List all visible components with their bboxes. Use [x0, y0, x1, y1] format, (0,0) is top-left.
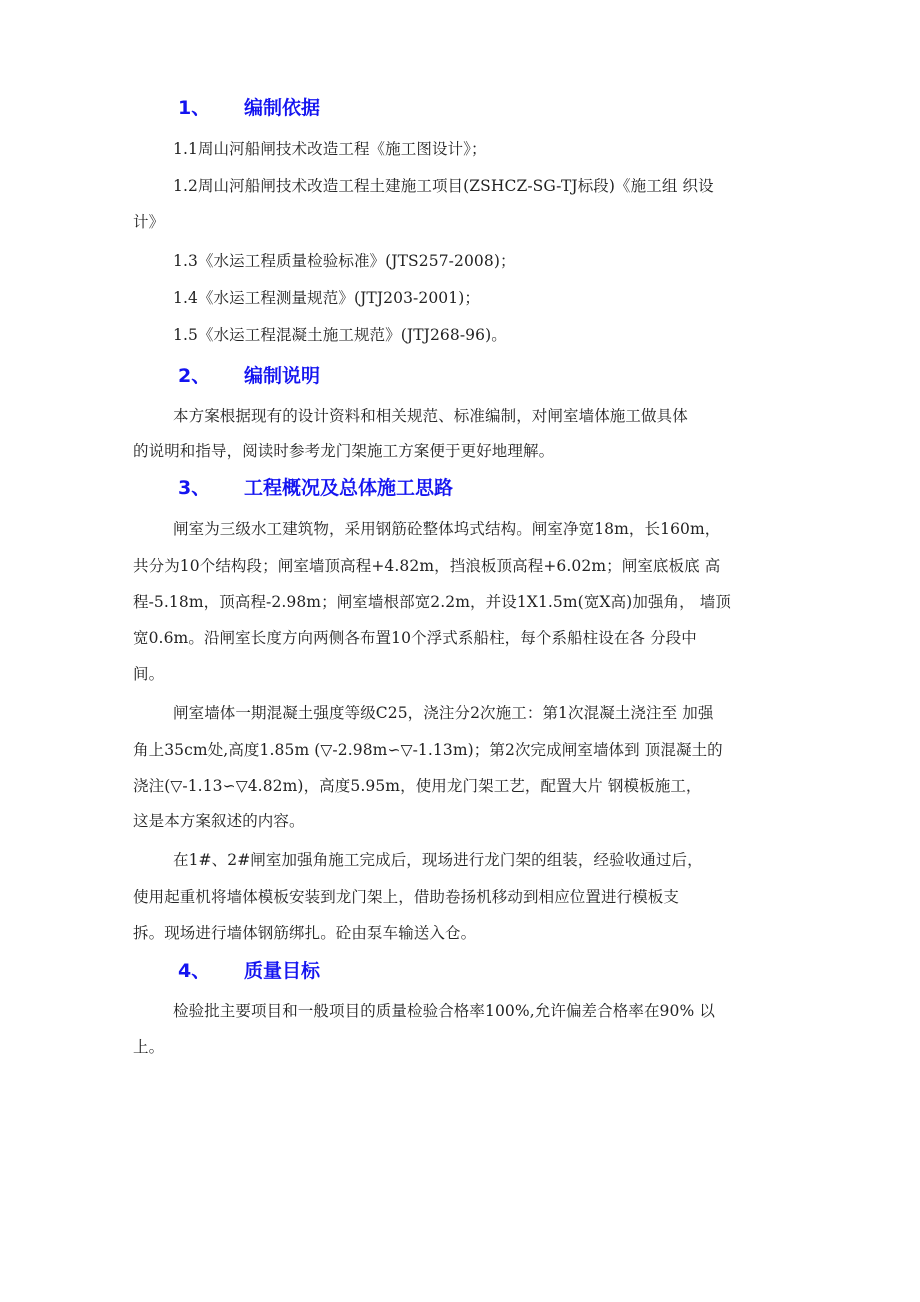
paragraph-line: 共分为10个结构段；闸室墙顶高程+4.82m，挡浪板顶高程+6.02m；闸室底板底 高 [133, 557, 721, 575]
paragraph-line: 1.4《水运工程测量规范》(JTJ203-2001)； [173, 289, 480, 307]
paragraph-line: 程-5.18m，顶高程-2.98m；闸室墙根部宽2.2m，并设1X1.5m(宽X高)加强角， 墙顶 [133, 593, 731, 611]
paragraph-line: 这是本方案叙述的内容。 [133, 812, 305, 830]
paragraph-line: 本方案根据现有的设计资料和相关规范、标准编制，对闸室墙体施工做具体 [173, 407, 688, 425]
section-number: 3、 [178, 477, 211, 499]
paragraph-line: 在1#、2#闸室加强角施工完成后，现场进行龙门架的组装，经验收通过后， [173, 851, 703, 869]
paragraph-line: 上。 [133, 1038, 165, 1056]
paragraph-line: 检验批主要项目和一般项目的质量检验合格率100%,允许偏差合格率在90% 以 [173, 1002, 715, 1020]
section-title: 质量目标 [244, 960, 321, 982]
paragraph-line: 的说明和指导，阅读时参考龙门架施工方案便于更好地理解。 [133, 442, 555, 460]
section-title: 编制依据 [244, 97, 321, 119]
paragraph-line: 1.3《水运工程质量检验标准》(JTS257-2008)； [173, 252, 516, 270]
paragraph-line: 使用起重机将墙体模板安装到龙门架上，借助卷扬机移动到相应位置进行模板支 [133, 888, 680, 906]
section-3-heading [178, 476, 453, 500]
section-number: 1、 [178, 97, 211, 119]
section-number: 2、 [178, 365, 211, 387]
paragraph-line: 浇注(▽-1.13∽▽4.82m)，高度5.95m，使用龙门架工艺，配置大片 钢模板施工， [133, 777, 702, 795]
section-title: 编制说明 [244, 365, 321, 387]
section-1-heading [178, 96, 320, 120]
paragraph-line: 1.5《水运工程混凝土施工规范》(JTJ268-96)。 [173, 326, 507, 344]
paragraph-line: 角上35cm处,高度1.85m (▽-2.98m∽▽-1.13m)；第2次完成闸室墙体到 顶混凝土的 [133, 741, 723, 759]
paragraph-line: 1.1周山河船闸技术改造工程《施工图设计》； [173, 140, 487, 158]
paragraph-line: 闸室为三级水工建筑物，采用钢筋砼整体坞式结构。闸室净宽18m，长160m， [173, 520, 721, 538]
section-number: 4、 [178, 960, 211, 982]
section-4-heading [178, 959, 320, 983]
paragraph-line: 1.2周山河船闸技术改造工程土建施工项目(ZSHCZ-SG-TJ标段)《施工组 织设 [173, 177, 714, 195]
paragraph-line: 拆。现场进行墙体钢筋绑扎。砼由泵车输送入仓。 [133, 924, 477, 942]
section-title: 工程概况及总体施工思路 [244, 477, 454, 499]
paragraph-line: 计》 [133, 213, 165, 231]
section-2-heading [178, 364, 320, 388]
paragraph-line: 闸室墙体一期混凝土强度等级C25，浇注分2次施工：第1次混凝土浇注至 加强 [173, 704, 714, 722]
paragraph-line: 宽0.6m。沿闸室长度方向两侧各布置10个浮式系船柱，每个系船柱设在各 分段中 [133, 629, 697, 647]
paragraph-line: 间。 [133, 665, 165, 683]
